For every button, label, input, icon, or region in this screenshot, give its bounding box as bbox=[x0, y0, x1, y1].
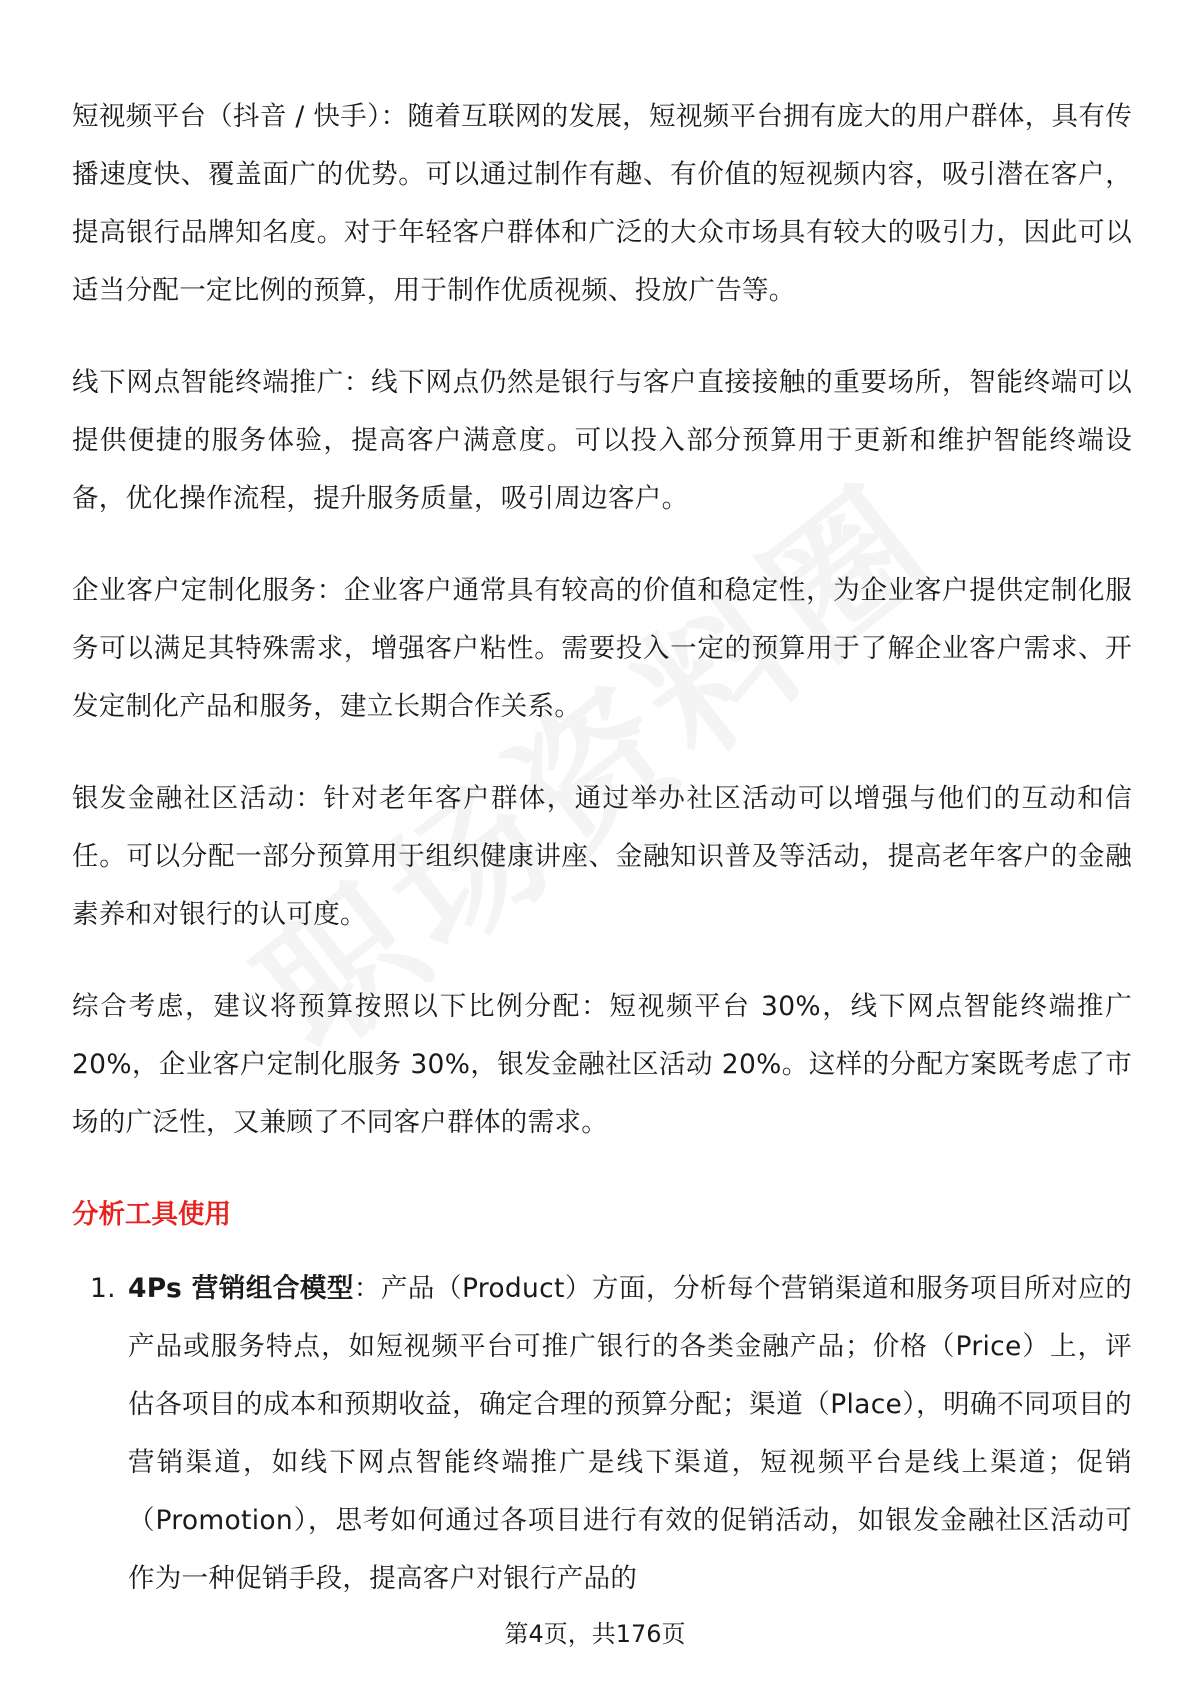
numbered-list bbox=[72, 1260, 1132, 1608]
paragraph-enterprise-service: 企业客户定制化服务：企业客户通常具有较高的价值和稳定性，为企业客户提供定制化服务可以满足其特殊需求，增强客户粘性。需要投入一定的预算用于了解企业客户需求、开发定制化产品和服务，建立长期合作关系。 bbox=[72, 575, 1132, 722]
document-page bbox=[72, 88, 1132, 1608]
list-item-number: 1. bbox=[90, 1273, 116, 1304]
list-item-text: ：产品（Product）方面，分析每个营销渠道和服务项目所对应的产品或服务特点，如短视频平台可推广银行的各类金融产品；价格（Price）上，评估各项目的成本和预期收益，确定合理的预算分配；渠道（Place），明确不同项目的营销渠道，如线下网点智能终端推广是线下渠道，短视频平台是线上渠道；促销（Promotion），思考如何通过各项目进行有效的促销活动，如银发金融社区活动可作为一种促销手段，提高客户对银行产品的 bbox=[128, 1273, 1132, 1594]
list-item bbox=[72, 1260, 1132, 1608]
section-title: 分析工具使用 bbox=[72, 1199, 231, 1230]
page-number-footer: 第4页，共176页 bbox=[504, 1620, 686, 1648]
paragraph-short-video: 短视频平台（抖音 / 快手）：随着互联网的发展，短视频平台拥有庞大的用户群体，具有传播速度快、覆盖面广的优势。可以通过制作有趣、有价值的短视频内容，吸引潜在客户，提高银行品牌知名度。对于年轻客户群体和广泛的大众市场具有较大的吸引力，因此可以适当分配一定比例的预算，用于制作优质视频、投放广告等。 bbox=[72, 101, 1132, 306]
list-item-term: 4Ps 营销组合模型 bbox=[128, 1273, 354, 1304]
paragraph-smart-terminal: 线下网点智能终端推广：线下网点仍然是银行与客户直接接触的重要场所，智能终端可以提供便捷的服务体验，提高客户满意度。可以投入部分预算用于更新和维护智能终端设备，优化操作流程，提升服务质量，吸引周边客户。 bbox=[72, 367, 1132, 514]
paragraph-senior-community: 银发金融社区活动：针对老年客户群体，通过举办社区活动可以增强与他们的互动和信任。可以分配一部分预算用于组织健康讲座、金融知识普及等活动，提高老年客户的金融素养和对银行的认可度。 bbox=[72, 783, 1132, 930]
paragraph-summary: 综合考虑，建议将预算按照以下比例分配：短视频平台 30%，线下网点智能终端推广 20%，企业客户定制化服务 30%，银发金融社区活动 20%。这样的分配方案既考虑了市场的广泛性，又兼顾了不同客户群体的需求。 bbox=[72, 991, 1132, 1138]
